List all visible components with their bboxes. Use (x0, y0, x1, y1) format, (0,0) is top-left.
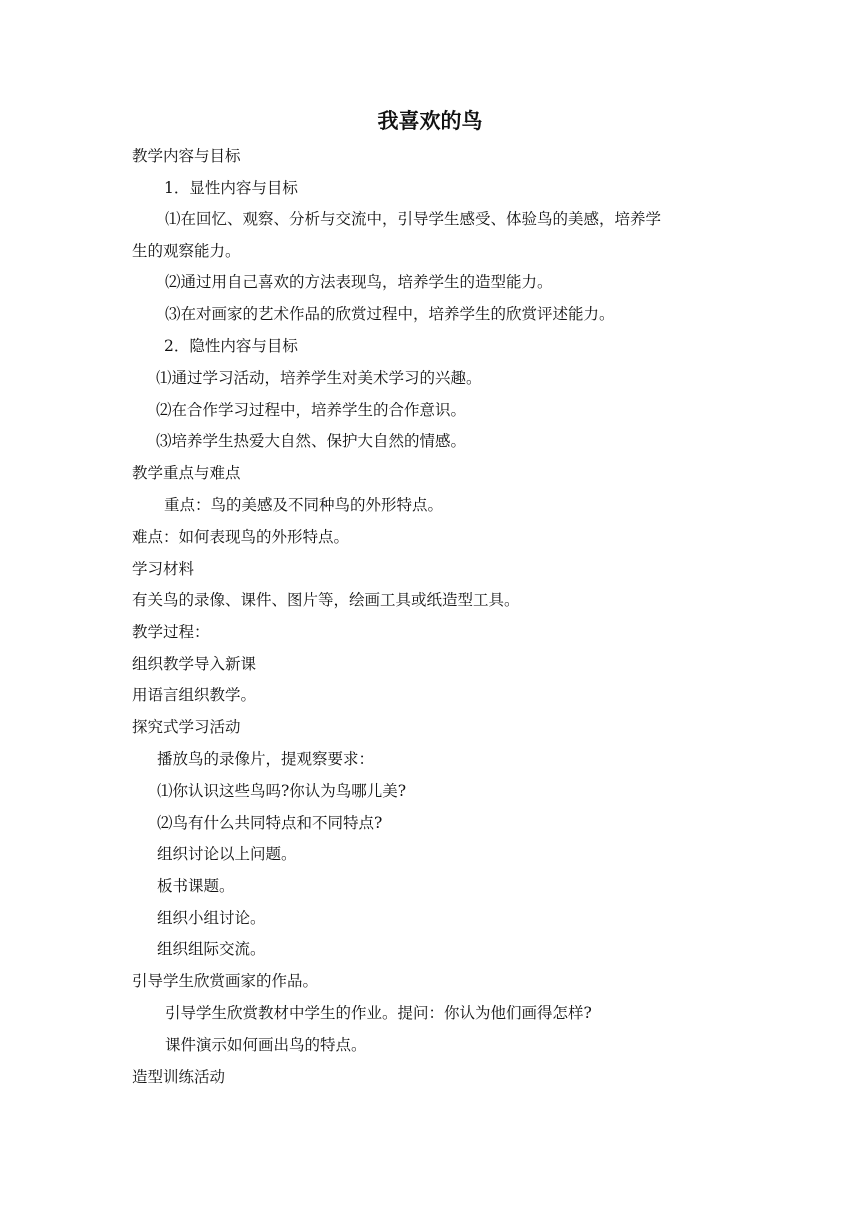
paragraph-line: 播放鸟的录像片，提观察要求： (157, 750, 375, 768)
paragraph-line: ⑵在合作学习过程中，培养学生的合作意识。 (156, 401, 467, 419)
paragraph-line: 板书课题。 (157, 877, 235, 895)
paragraph-line: ⑴通过学习活动，培养学生对美术学习的兴趣。 (156, 369, 482, 387)
section-heading: 教学内容与目标 (132, 147, 241, 165)
paragraph-line: 组织小组讨论。 (157, 909, 266, 927)
document-title: 我喜欢的鸟 (377, 109, 483, 133)
paragraph-line: 引导学生欣赏教材中学生的作业。提问：你认为他们画得怎样? (165, 1004, 592, 1022)
paragraph-line: ⑵鸟有什么共同特点和不同特点? (157, 814, 383, 832)
section-heading: 教学过程： (132, 623, 210, 641)
section-heading: 组织教学导入新课 (132, 655, 257, 673)
paragraph-line: 用语言组织教学。 (132, 686, 257, 704)
paragraph-line: 有关鸟的录像、课件、图片等，绘画工具或纸造型工具。 (132, 591, 520, 609)
section-heading: 学习材料 (132, 560, 195, 578)
paragraph-line: 重点：鸟的美感及不同种鸟的外形特点。 (164, 496, 444, 514)
subsection-heading: 1．显性内容与目标 (164, 179, 298, 197)
paragraph-line: 组织讨论以上问题。 (157, 845, 297, 863)
paragraph-line: ⑴在回忆、观察、分析与交流中，引导学生感受、体验鸟的美感，培养学 (165, 210, 662, 228)
subsection-heading: 2．隐性内容与目标 (164, 337, 298, 355)
section-heading: 造型训练活动 (132, 1068, 226, 1086)
paragraph-line: ⑶在对画家的艺术作品的欣赏过程中，培养学生的欣赏评述能力。 (165, 305, 615, 323)
paragraph-line: 生的观察能力。 (132, 242, 241, 260)
paragraph-line: 难点：如何表现鸟的外形特点。 (132, 528, 350, 546)
paragraph-line: ⑶培养学生热爱大自然、保护大自然的情感。 (156, 432, 467, 450)
paragraph-line: ⑵通过用自己喜欢的方法表现鸟，培养学生的造型能力。 (165, 273, 553, 291)
paragraph-line: 组织组际交流。 (157, 940, 266, 958)
section-heading: 引导学生欣赏画家的作品。 (132, 972, 319, 990)
paragraph-line: 课件演示如何画出鸟的特点。 (165, 1036, 367, 1054)
section-heading: 教学重点与难点 (132, 464, 241, 482)
section-heading: 探究式学习活动 (132, 718, 241, 736)
paragraph-line: ⑴你认识这些鸟吗?你认为鸟哪儿美? (157, 782, 407, 800)
